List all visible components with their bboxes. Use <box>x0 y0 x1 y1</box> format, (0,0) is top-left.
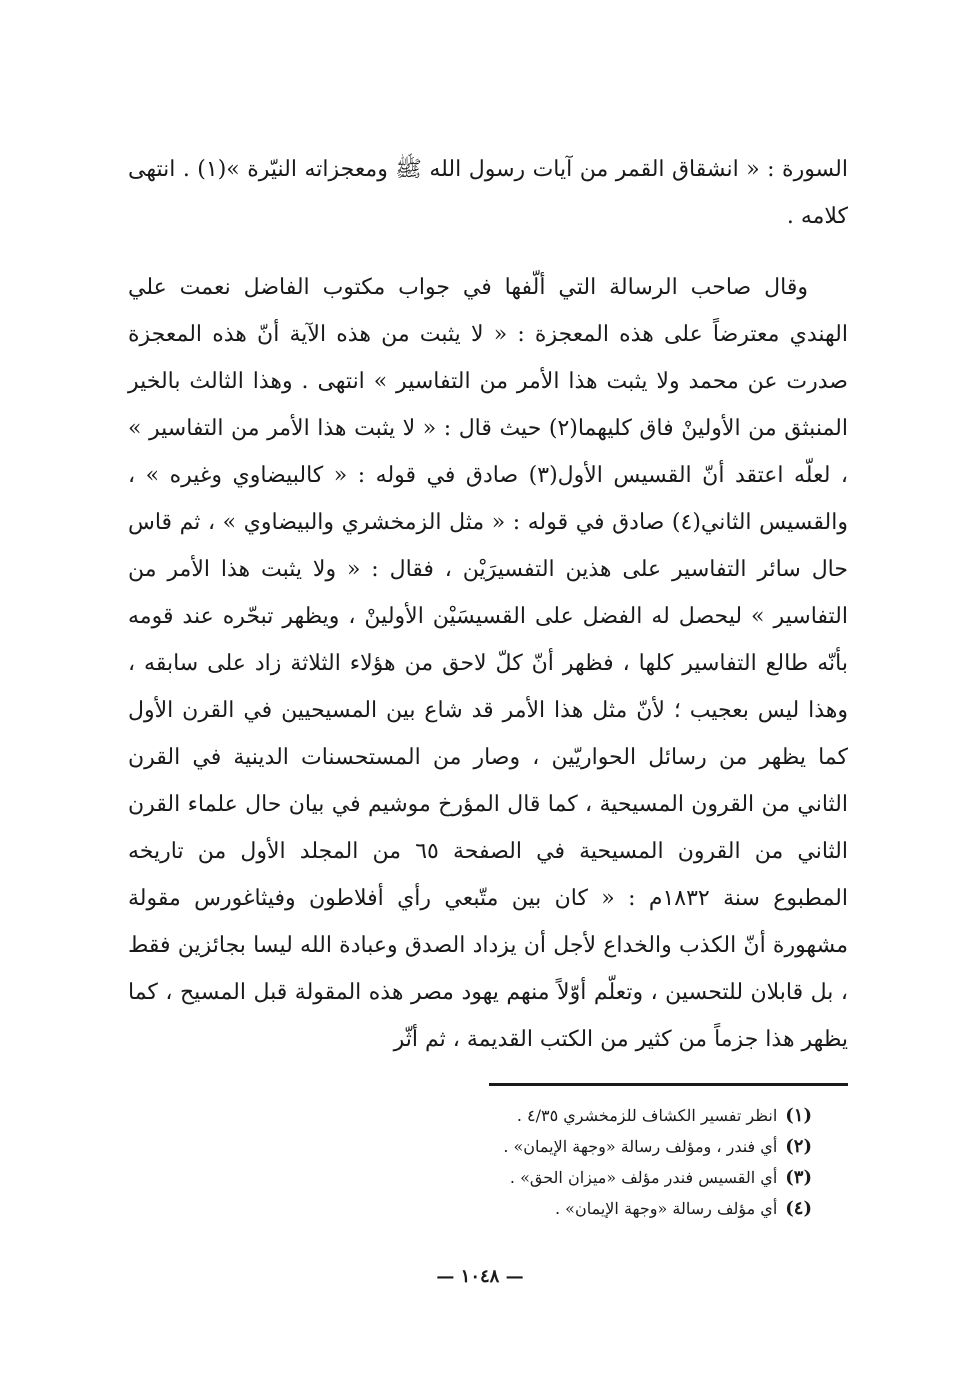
footnote <box>300 1162 812 1193</box>
main-text <box>128 146 848 1063</box>
footnote <box>300 1100 812 1131</box>
footnote <box>300 1193 812 1224</box>
page-number: — ١٠٤٨ — <box>436 1266 524 1287</box>
footnotes <box>300 1100 812 1224</box>
footnote-text: أي القسيس فندر مؤلف «ميزان الحق» . <box>509 1168 778 1187</box>
footnote-number: (٢) <box>785 1136 812 1157</box>
footnote-number: (١) <box>785 1105 812 1126</box>
paragraph-continuation: السورة : « انشقاق القمر من آيات رسول الله ﷺ ومعجزاته النيّرة »(١) . انتهى كلامه . <box>128 157 848 229</box>
footnote-number: (٣) <box>785 1167 812 1188</box>
footnote <box>300 1131 812 1162</box>
footnote-text: انظر تفسير الكشاف للزمخشري ٤/٣٥ . <box>516 1106 778 1125</box>
footnote-text: أي مؤلف رسالة «وجهة الإيمان» . <box>555 1199 778 1218</box>
footnote-separator <box>489 1083 848 1086</box>
paragraph: وقال صاحب الرسالة التي ألّفها في جواب مكتوب الفاضل نعمت علي الهندي معترضاً على هذه المعجزة : « لا يثبت من هذه الآية أنّ هذه المعجزة صدرت عن محمد ولا يثبت هذا الأمر من التفاسير » انتهى . وهذا الثالث بالخير المنبثق من الأولينْ فاق كليهما(٢) حيث قال : « لا يثبت هذا الأمر من التفاسير » ، لعلّه اعتقد أنّ القسيس الأول(٣) صادق في قوله : « كالبيضاوي وغيره » ، والقسيس الثاني(٤) صادق في قوله : « مثل الزمخشري والبيضاوي » ، ثم قاس حال سائر التفاسير على هذين التفسيرَيْن ، فقال : « ولا يثبت هذا الأمر من التفاسير » ليحصل له الفضل على القسيسَيْن الأولينْ ، ويظهر تبحّره عند قومه بأنّه طالع التفاسير كلها ، فظهر أنّ كلّ لاحق من هؤلاء الثلاثة زاد على سابقه ، وهذا ليس بعجيب ؛ لأنّ مثل هذا الأمر قد شاع بين المسيحيين في القرن الأول كما يظهر من رسائل الحواريّين ، وصار من المستحسنات الدينية في القرن الثاني من القرون المسيحية ، كما قال المؤرخ موشيم في بيان حال علماء القرن الثاني من القرون المسيحية في الصفحة ٦٥ من المجلد الأول من تاريخه المطبوع سنة ١٨٣٢م : « كان بين متّبعي رأي أفلاطون وفيثاغورس مقولة مشهورة أنّ الكذب والخداع لأجل أن يزداد الصدق وعبادة الله ليسا بجائزين فقط ، بل قابلان للتحسين ، وتعلّم أوّلاً منهم يهود مصر هذه المقولة قبل المسيح ، كما يظهر هذا جزماً من كثير من الكتب القديمة ، ثم أثّر <box>128 275 848 1052</box>
footnote-text: أي فندر ، ومؤلف رسالة «وجهة الإيمان» . <box>503 1137 778 1156</box>
footnote-number: (٤) <box>785 1198 812 1219</box>
